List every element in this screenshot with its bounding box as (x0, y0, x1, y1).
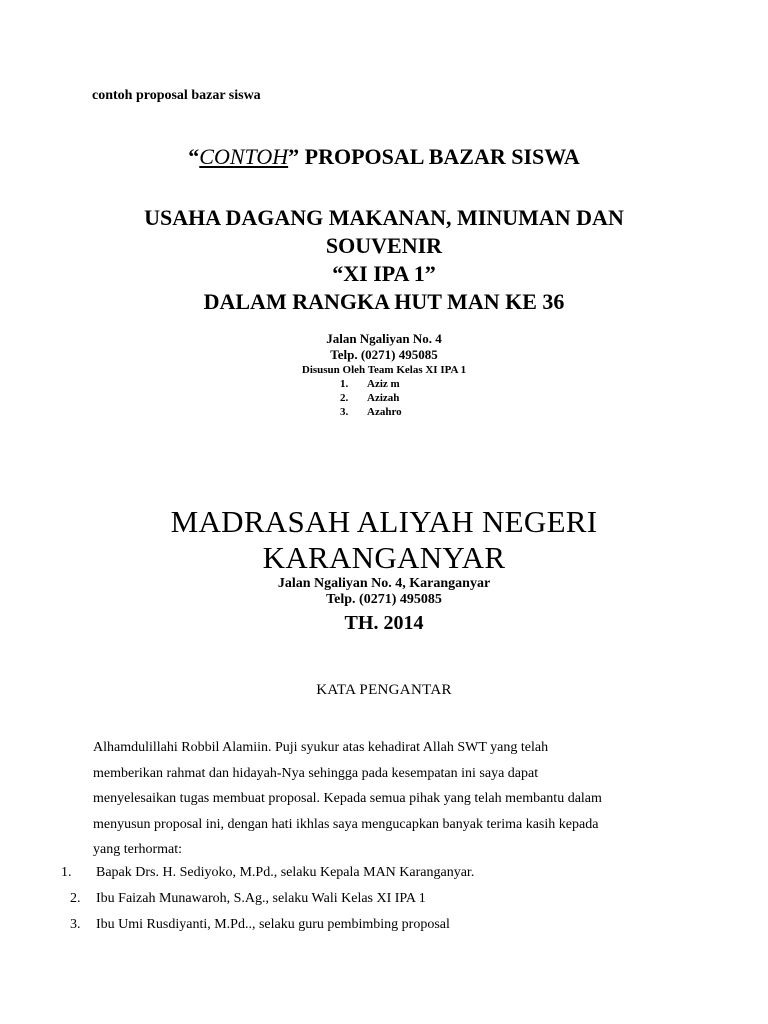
contact-address: Jalan Ngaliyan No. 4 (326, 331, 442, 346)
school-name-line-2: KARANGANYAR (262, 540, 506, 575)
team-member (0, 391, 768, 405)
paragraph-line: Alhamdulillahi Robbil Alamiin. Puji syukur atas kehadirat Allah SWT yang telah (93, 740, 549, 755)
paragraph-line: memberikan rahmat dan hidayah-Nya sehingga pada kesempatan ini saya dapat (93, 765, 539, 781)
thanks-item (0, 912, 768, 938)
team-member (0, 405, 768, 419)
thanks-item-number: 2. (70, 891, 81, 906)
thanks-item-text: Ibu Umi Rusdiyanti, M.Pd.., selaku guru pembimbing proposal (96, 917, 450, 932)
paragraph-line: menyusun proposal ini, dengan hati ikhlas saya mengucapkan banyak terima kasih kepada (93, 816, 599, 832)
title-close-quote: ” (288, 144, 300, 169)
team-member-name: Azahro (367, 406, 402, 418)
thanks-item-number: 1. (61, 865, 72, 880)
prepared-by: Disusun Oleh Team Kelas XI IPA 1 (301, 364, 467, 376)
school-phone: Telp. (0271) 495085 (326, 592, 442, 607)
title-open-quote: “ (188, 144, 200, 169)
team-member-number: 3. (340, 406, 349, 418)
team-member-number: 2. (340, 392, 349, 404)
thanks-list (0, 860, 768, 938)
school-name-line-1: MADRASAH ALIYAH NEGERI (170, 504, 598, 539)
school-year: TH. 2014 (344, 612, 424, 634)
subtitle-line-3: “XI IPA 1” (332, 261, 436, 286)
thanks-item-number: 3. (70, 917, 81, 932)
foreword-paragraph (93, 735, 693, 863)
thanks-item-text: Ibu Faizah Munawaroh, S.Ag., selaku Wali Kelas XI IPA 1 (96, 891, 426, 906)
team-member-number: 1. (340, 378, 349, 390)
team-member-name: Azizah (367, 392, 400, 404)
title-rest: PROPOSAL BAZAR SISWA (299, 144, 580, 169)
school-address: Jalan Ngaliyan No. 4, Karanganyar (277, 576, 491, 591)
team-member (0, 377, 768, 391)
school-block (0, 504, 768, 636)
thanks-item (0, 886, 768, 912)
contact-block (0, 331, 768, 377)
thanks-item-text: Bapak Drs. H. Sediyoko, M.Pd., selaku Kepala MAN Karanganyar. (96, 865, 475, 880)
contact-phone: Telp. (0271) 495085 (330, 347, 438, 362)
subtitle-block (0, 204, 768, 316)
team-member-name: Aziz m (367, 378, 400, 390)
paragraph-line: yang terhormat: (93, 842, 183, 857)
subtitle-line-4: DALAM RANGKA HUT MAN KE 36 (203, 289, 565, 314)
team-list (0, 377, 768, 419)
thanks-item (0, 860, 768, 886)
title-contoh: CONTOH (199, 144, 289, 169)
subtitle-line-1: USAHA DAGANG MAKANAN, MINUMAN DAN (144, 205, 624, 230)
paragraph-line: menyelesaikan tugas membuat proposal. Kepada semua pihak yang telah membantu dalam (93, 791, 602, 806)
section-heading: KATA PENGANTAR (316, 682, 452, 698)
subtitle-line-2: SOUVENIR (325, 233, 443, 258)
proposal-title (0, 144, 768, 170)
document-header: contoh proposal bazar siswa (92, 88, 261, 103)
